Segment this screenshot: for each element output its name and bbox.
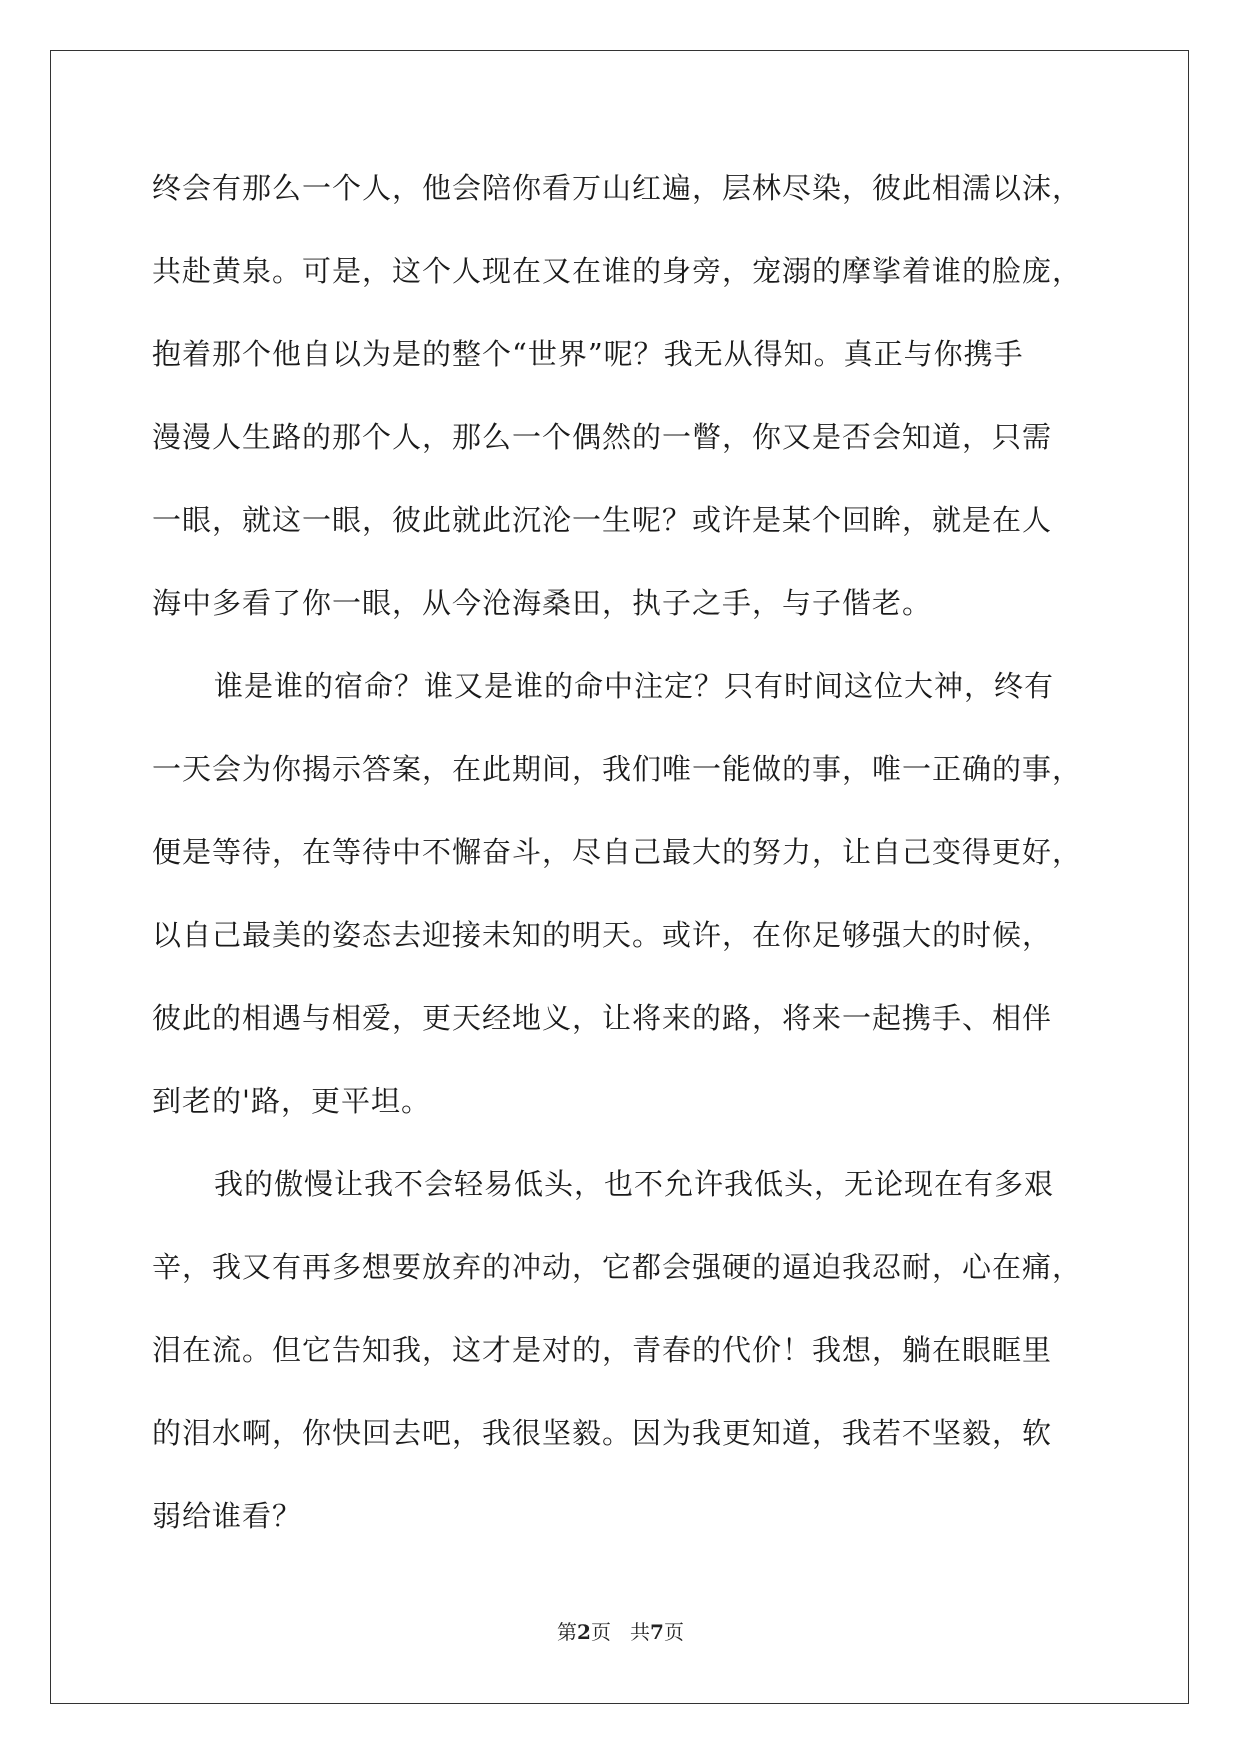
page-current: 2 <box>577 1620 591 1644</box>
text-line: 我的傲慢让我不会轻易低头，也不允许我低头，无论现在有多艰 <box>214 1167 1055 1201</box>
text-line: 一天会为你揭示答案，在此期间，我们唯一能做的事，唯一正确的事， <box>152 752 1083 786</box>
page-prefix: 第 <box>557 1620 578 1644</box>
text-line: 抱着那个他自以为是的整个“世界”呢？我无从得知。真正与你携手 <box>152 337 1024 371</box>
text-line: 谁是谁的宿命？谁又是谁的命中注定？只有时间这位大神，终有 <box>214 669 1055 703</box>
text-line: 泪在流。但它告知我，这才是对的，青春的代价！我想，躺在眼眶里 <box>152 1333 1053 1367</box>
text-line: 便是等待，在等待中不懈奋斗，尽自己最大的努力，让自己变得更好， <box>152 835 1083 869</box>
text-line: 彼此的相遇与相爱，更天经地义，让将来的路，将来一起携手、相伴 <box>152 1001 1053 1035</box>
page-suffix: 页 <box>590 1620 611 1644</box>
total-suffix: 页 <box>663 1620 684 1644</box>
text-line: 共赴黄泉。可是，这个人现在又在谁的身旁，宠溺的摩挲着谁的脸庞， <box>152 254 1083 288</box>
text-line: 弱给谁看？ <box>152 1499 303 1533</box>
text-line: 一眼，就这一眼，彼此就此沉沦一生呢？或许是某个回眸，就是在人 <box>152 503 1053 537</box>
document-body <box>152 160 1097 1571</box>
total-prefix: 共 <box>630 1620 651 1644</box>
text-line: 的泪水啊，你快回去吧，我很坚毅。因为我更知道，我若不坚毅，软 <box>152 1416 1053 1450</box>
text-line: 以自己最美的姿态去迎接未知的明天。或许，在你足够强大的时候， <box>152 918 1053 952</box>
page-footer <box>0 1616 1241 1645</box>
text-line: 海中多看了你一眼，从今沧海桑田，执子之手，与子偕老。 <box>152 586 933 620</box>
text-line: 到老的'路，更平坦。 <box>152 1084 431 1118</box>
page-total: 7 <box>650 1620 664 1644</box>
text-line: 漫漫人生路的那个人，那么一个偶然的一瞥，你又是否会知道，只需 <box>152 420 1053 454</box>
text-line: 辛，我又有再多想要放弃的冲动，它都会强硬的逼迫我忍耐，心在痛， <box>152 1250 1083 1284</box>
text-line: 终会有那么一个人，他会陪你看万山红遍，层林尽染，彼此相濡以沫， <box>152 171 1083 205</box>
